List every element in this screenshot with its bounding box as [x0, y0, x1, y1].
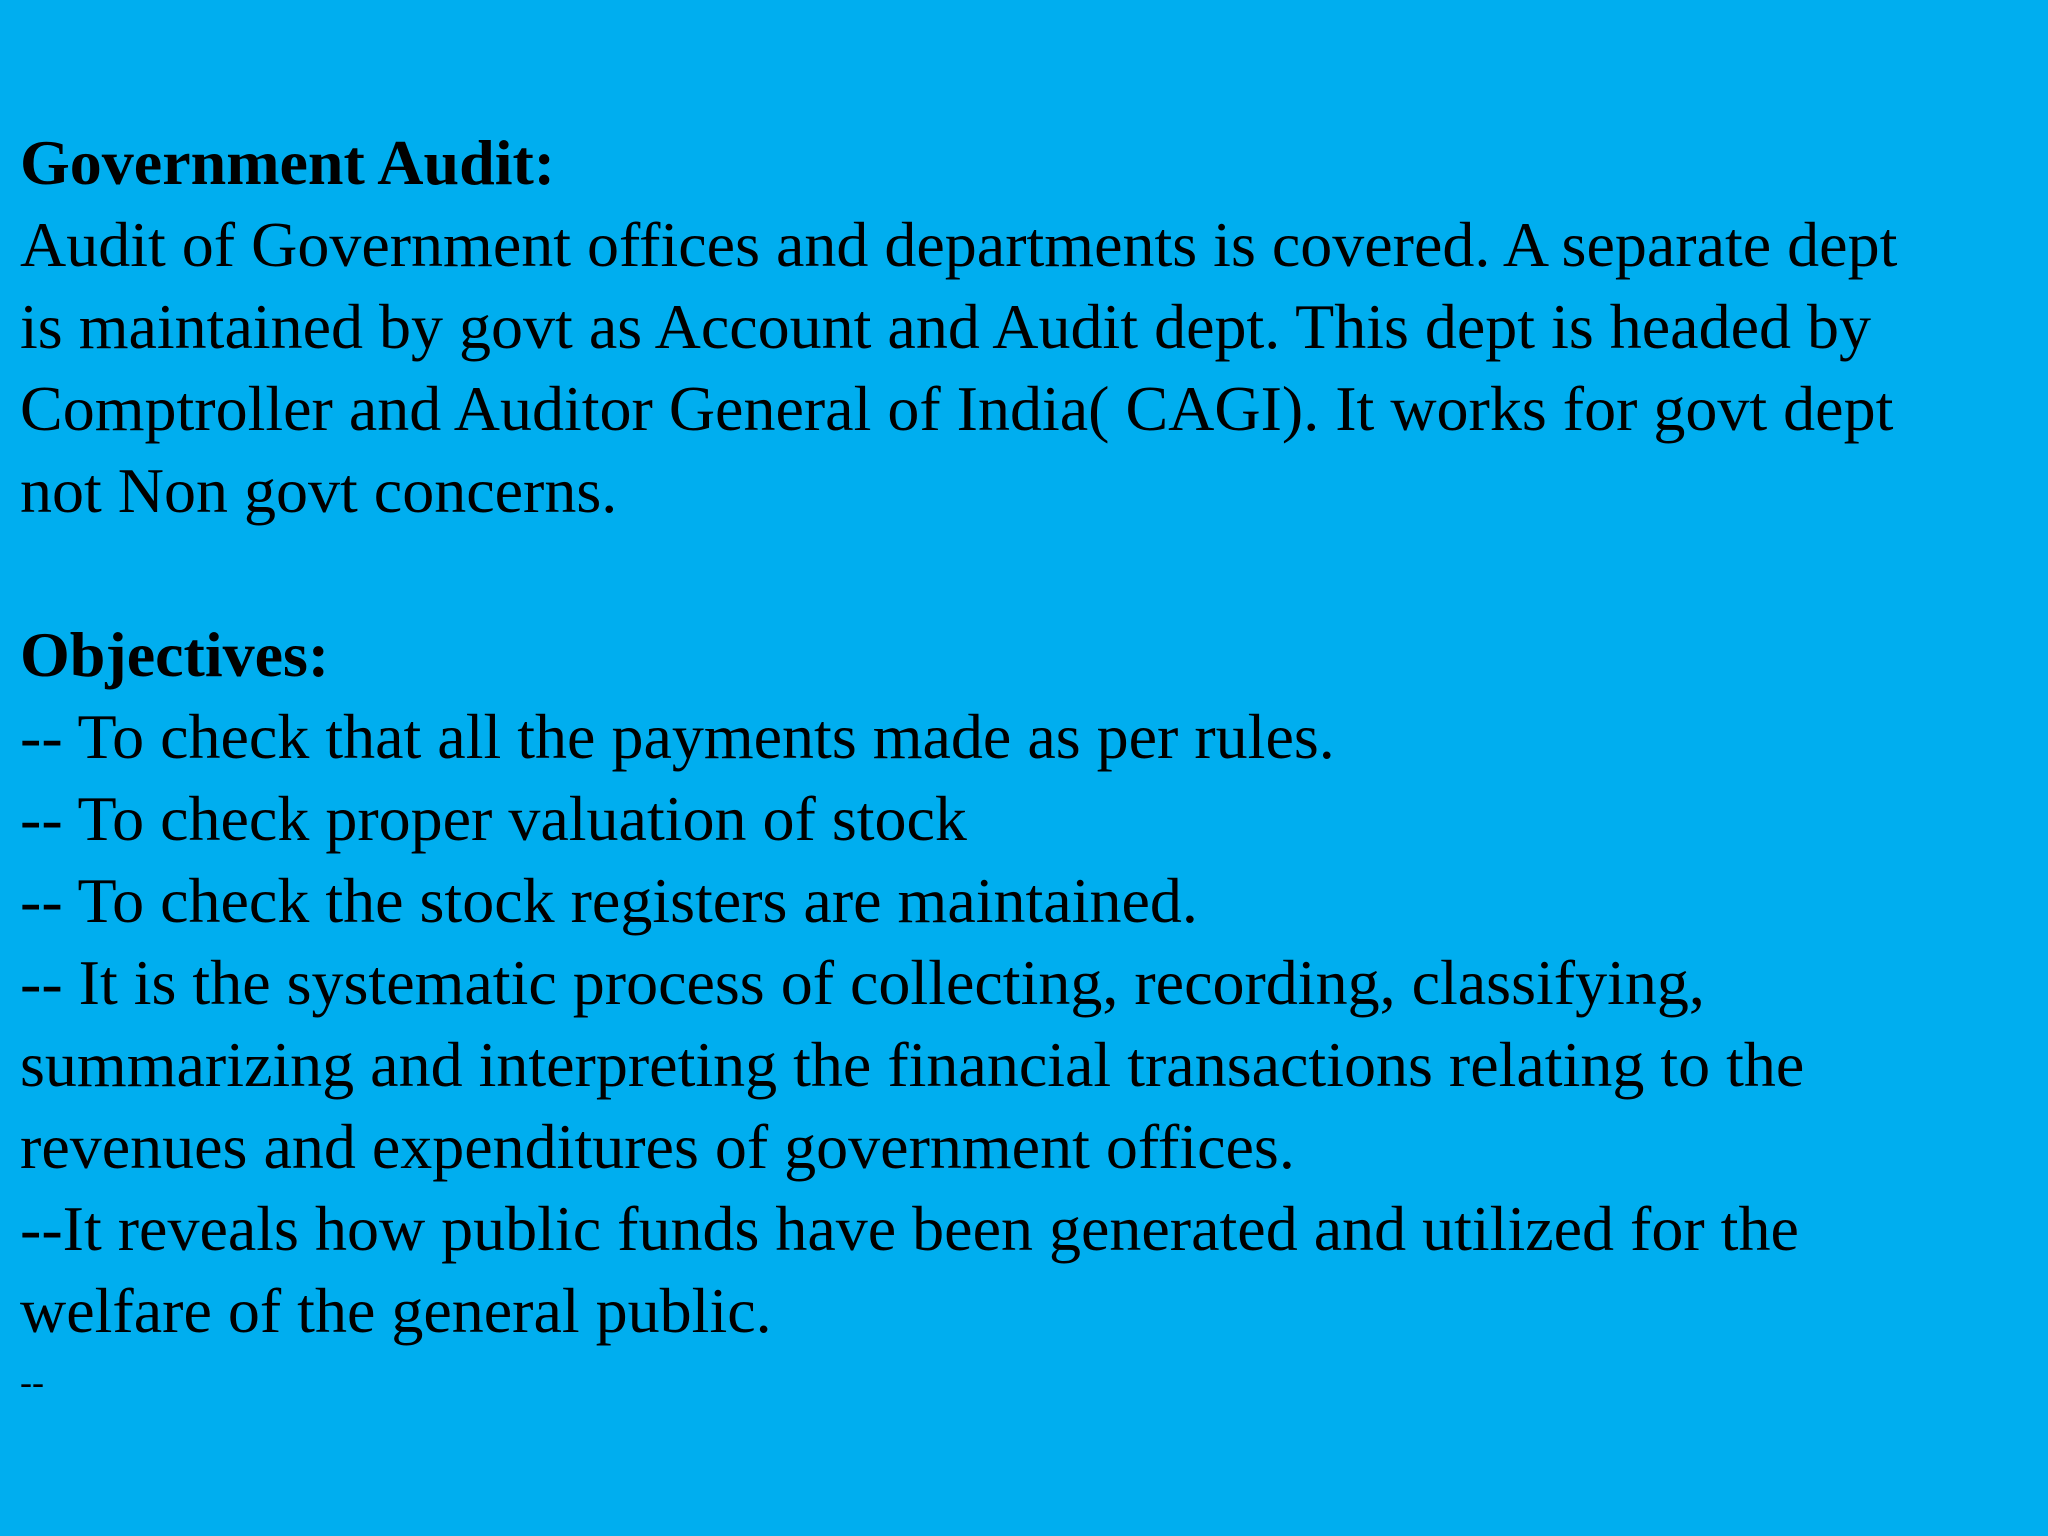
section-spacer — [20, 532, 2030, 614]
trailing-dashes: -- — [20, 1362, 44, 1402]
intro-line-2: is maintained by govt as Account and Audit dept. This dept is headed by — [20, 291, 1871, 362]
objective-line-7: --It reveals how public funds have been generated and utilized for the — [20, 1193, 1799, 1264]
objective-line-3: -- To check the stock registers are maintained. — [20, 865, 1198, 936]
objective-line-8: welfare of the general public. — [20, 1275, 772, 1346]
slide-content — [20, 122, 2030, 1412]
objective-line-5: summarizing and interpreting the financial transactions relating to the — [20, 1029, 1805, 1100]
intro-line-1: Audit of Government offices and departments is covered. A separate dept — [20, 209, 1898, 280]
objective-line-6: revenues and expenditures of government offices. — [20, 1111, 1295, 1182]
objective-line-1: -- To check that all the payments made as per rules. — [20, 701, 1335, 772]
objective-line-4: -- It is the systematic process of collecting, recording, classifying, — [20, 947, 1705, 1018]
heading-government-audit: Government Audit: — [20, 127, 556, 198]
intro-line-3: Comptroller and Auditor General of India( CAGI). It works for govt dept — [20, 373, 1894, 444]
heading-objectives: Objectives: — [20, 619, 330, 690]
objective-line-2: -- To check proper valuation of stock — [20, 783, 967, 854]
intro-line-4: not Non govt concerns. — [20, 455, 618, 526]
